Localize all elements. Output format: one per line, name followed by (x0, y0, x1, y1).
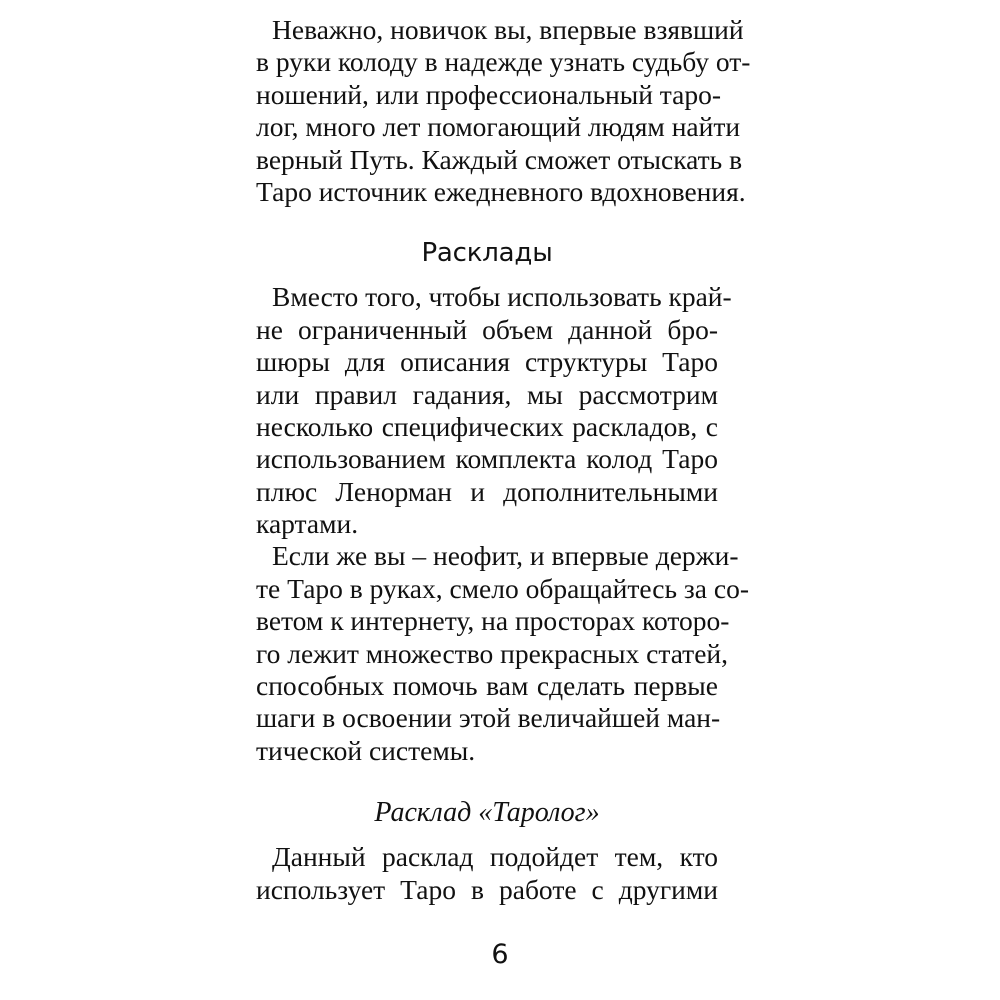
paragraph-line: несколько специфических раскладов, с (256, 410, 718, 442)
paragraph-line: шюры для описания структуры Таро (256, 346, 718, 378)
paragraph-line: Вместо того, чтобы использовать край- (272, 281, 732, 313)
paragraph-line: ветом к интернету, на просторах которо- (256, 605, 730, 637)
page-number: 6 (491, 939, 509, 970)
paragraph-line: верный Путь. Каждый сможет отыскать в (256, 143, 743, 175)
paragraph-line: шаги в освоении этой величайшей ман- (256, 702, 721, 734)
paragraph-line: ношений, или профессиональный таро- (256, 78, 722, 110)
paragraph-neophyte-advice (256, 540, 749, 767)
paragraph-intro (256, 14, 751, 208)
paragraph-line: или правил гадания, мы рассмотрим (256, 378, 718, 410)
paragraph-line: Неважно, новичок вы, впервые взявший (272, 14, 744, 45)
paragraph-line: использованием комплекта колод Таро (256, 443, 718, 475)
paragraph-line: плюс Ленорман и дополнительными (256, 475, 718, 507)
paragraph-line: в руки колоду в надежде узнать судьбу от- (256, 46, 751, 78)
paragraph-line: Если же вы – неофит, и впервые держи- (272, 540, 739, 572)
paragraph-line: использует Таро в работе с другими (256, 873, 718, 905)
paragraph-spreads-description (256, 281, 732, 540)
paragraph-tarologist-spread (256, 841, 718, 906)
paragraph-line: не ограниченный объем данной бро- (256, 313, 718, 345)
paragraph-line: картами. (256, 508, 359, 540)
paragraph-line: го лежит множество прекрасных статей, (256, 637, 728, 669)
section-heading-spreads: Расклады (421, 238, 553, 269)
paragraph-line: Таро источник ежедневного вдохновения. (256, 175, 746, 207)
paragraph-line: лог, много лет помогающий людям найти (256, 111, 741, 143)
paragraph-line: те Таро в руках, смело обращайтесь за со- (256, 572, 749, 604)
paragraph-line: Данный расклад подойдет тем, кто (272, 841, 718, 873)
paragraph-line: способных помочь вам сделать первые (256, 670, 718, 702)
subsection-heading-tarologist-spread: Расклад «Таролог» (374, 797, 600, 829)
text-column (256, 14, 751, 906)
paragraph-line: тической системы. (256, 734, 476, 766)
